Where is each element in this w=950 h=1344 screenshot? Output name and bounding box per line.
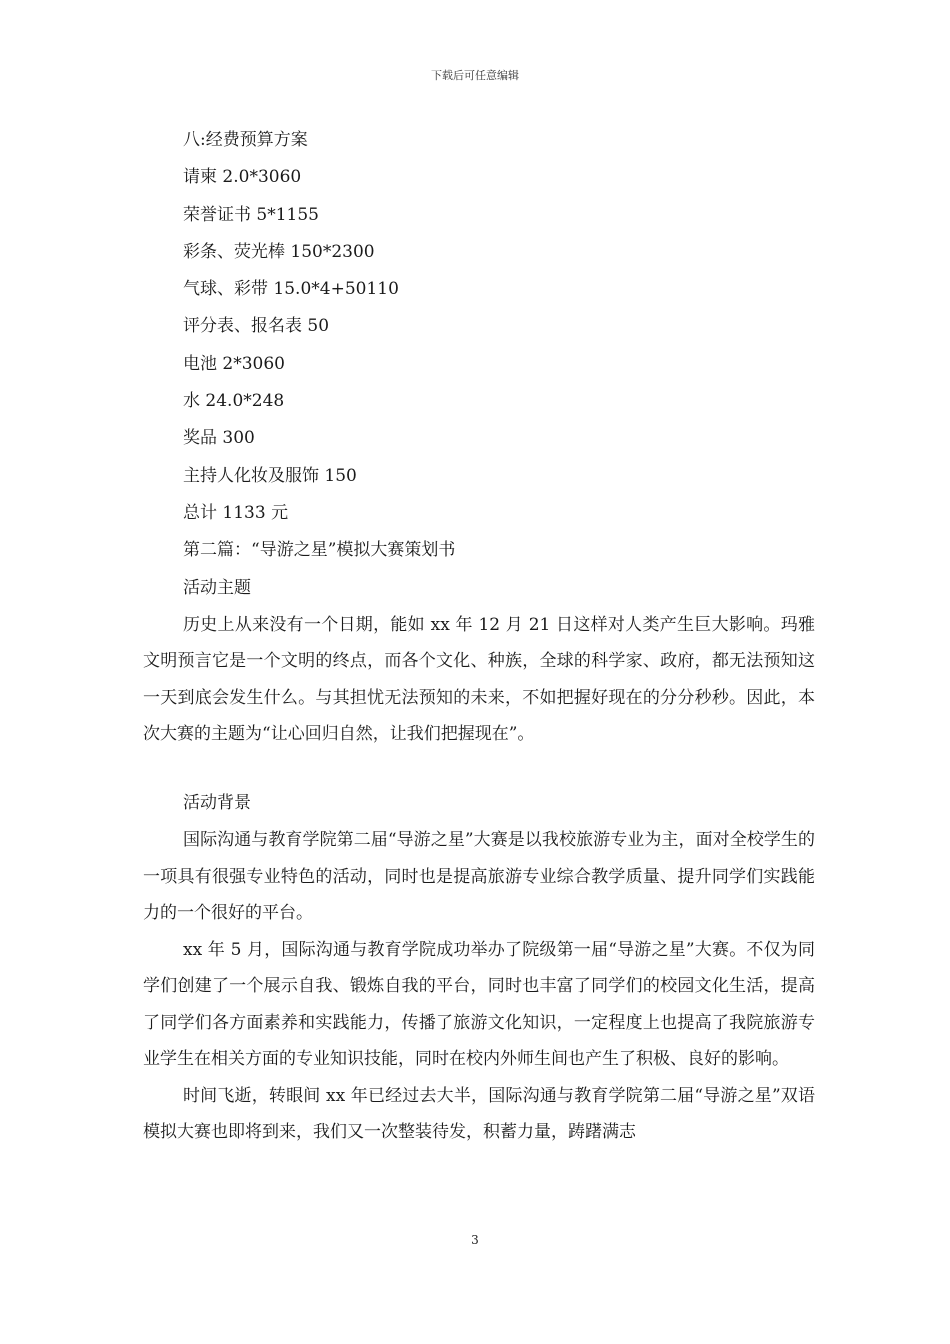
document-body xyxy=(143,122,815,1151)
background-paragraph: 国际沟通与教育学院第二届“导游之星”大赛是以我校旅游专业为主，面对全校学生的一项具有很强专业特色的活动，同时也是提高旅游专业综合教学质量、提升同学们实践能力的一个很好的平台。 xyxy=(143,830,815,924)
theme-heading: 活动主题 xyxy=(183,577,251,598)
page-header: 下载后可任意编辑 xyxy=(431,69,519,82)
background-paragraph: xx 年 5 月，国际沟通与教育学院成功举办了院级第一届“导游之星”大赛。不仅为同学们创建了一个展示自我、锻炼自我的平台，同时也丰富了同学们的校园文化生活，提高了同学们各方面素养和实践能力，传播了旅游文化知识，一定程度上也提高了我院旅游专业学生在相关方面的专业知识技能，同时在校内外师生间也产生了积极、良好的影响。 xyxy=(143,939,815,1070)
blank-line xyxy=(143,753,815,785)
budget-item: 主持人化妆及服饰 150 xyxy=(183,465,357,486)
background-paragraph: 时间飞逝，转眼间 xx 年已经过去大半，国际沟通与教育学院第二届“导游之星”双语模拟大赛也即将到来，我们又一次整装待发，积蓄力量，踌躇满志 xyxy=(143,1085,815,1143)
page-number: 3 xyxy=(471,1233,479,1247)
budget-total: 总计 1133 元 xyxy=(183,502,289,523)
budget-item: 气球、彩带 15.0*4+50110 xyxy=(183,279,399,300)
section-title: 第二篇：“导游之星”模拟大赛策划书 xyxy=(183,540,456,561)
budget-item: 请柬 2.0*3060 xyxy=(183,167,302,188)
background-heading: 活动背景 xyxy=(183,792,251,813)
theme-paragraph: 历史上从来没有一个日期，能如 xx 年 12 月 21 日这样对人类产生巨大影响。玛雅文明预言它是一个文明的终点，而各个文化、种族，全球的科学家、政府，都无法预知这一天到底会发生什么。与其担忧无法预知的未来，不如把握好现在的分分秒秒。因此，本次大赛的主题为“让心回归自然，让我们把握现在”。 xyxy=(143,614,815,745)
budget-item: 电池 2*3060 xyxy=(183,353,285,374)
budget-item: 奖品 300 xyxy=(183,428,255,449)
budget-item: 彩条、荧光棒 150*2300 xyxy=(183,241,375,262)
budget-item: 水 24.0*248 xyxy=(183,391,285,412)
budget-title: 八:经费预算方案 xyxy=(183,130,308,150)
budget-item: 评分表、报名表 50 xyxy=(183,316,330,337)
budget-item: 荣誉证书 5*1155 xyxy=(183,204,319,225)
